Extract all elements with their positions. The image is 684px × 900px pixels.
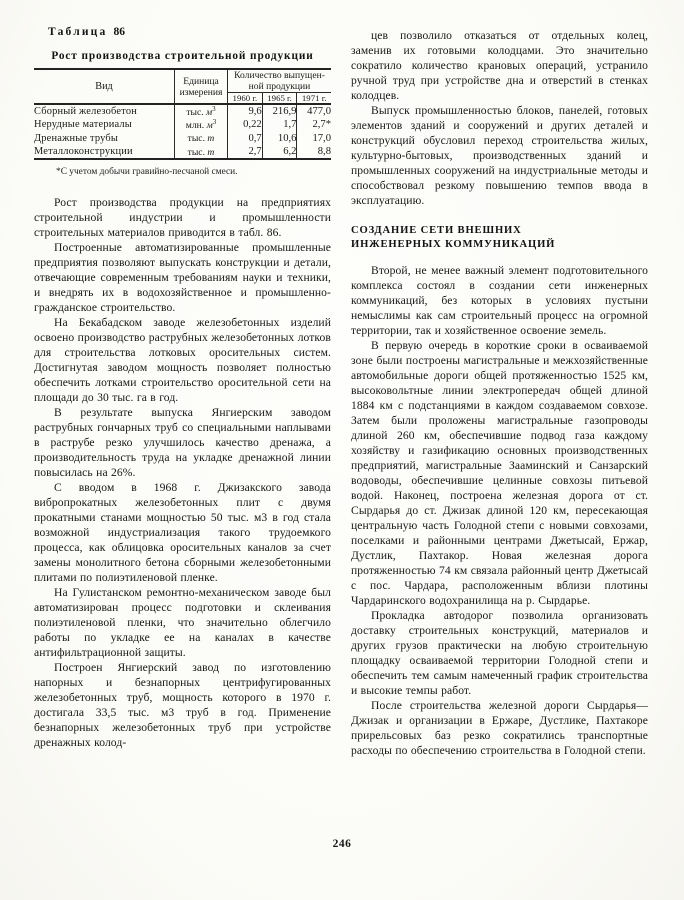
paragraph: В результате выпуска Янгиерским заводом раструбных гончарных труб со специальными наплывами в раструбе резко улучшилось качество дренажа, а производительность труда на укладке дренажной линии повысилась на 26%.: [34, 405, 331, 479]
paragraph: На Гулистанском ремонтно-механическом заводе был автоматизирован процесс подготовки и склеивания полиэтиленовой пленки, что значительно облегчило работы по укладке ее на каналах в качестве антифильтрационной защиты.: [34, 585, 331, 659]
row-value-1960: 9,6: [228, 104, 263, 118]
row-name: Металлоконструкции: [34, 145, 133, 157]
table-header-row-1: [34, 69, 331, 93]
table-title: Рост производства строительной продукции: [51, 50, 314, 62]
row-name: Нерудные материалы: [34, 119, 132, 131]
row-name: Дренажные трубы: [34, 132, 119, 144]
paragraph: Второй, не менее важный элемент подготовительного комплекса состоял в создании сети инженерных коммуникаций, без которых в условиях пустыни немыслимы как сам строительный процесс на огромной территории, так и хозяйственное освоение земель.: [351, 263, 648, 337]
paragraph: Построенные автоматизированные промышленные предприятия позволяют выпускать конструкции и детали, отвечающие современным требованиям науки и техники, и внедрять их в водохозяйственное и промышленно-гражданское строительство.: [34, 240, 331, 314]
paragraph: В первую очередь в короткие сроки в осваиваемой зоне были построены магистральные и межхозяйственные автомобильные дороги общей протяженностью 1525 км, высоковольтные линии электропередач общей длиной 1884 км с подстанциями в каждом создаваемом совхозе. Затем были проложены магистральные газопроводы длиной 260 км, обеспечившие подвод газа каждому хозяйству и газификацию основных производственных предприятий, магистральные Зааминский и Санзарский водоводы, обеспечившие целинные совхозы питьевой водой. Наконец, построена железная дорога от ст. Сырдарья до ст. Джизак длиной 120 км, пересекающая центральную часть Голодной степи с новыми совхозами, поселками и районными центрами Джетысай, Ержар, Дустлик, Пахтакор. Новая железная дорога протяженностью 74 км связала районный центр Джетысай с пос. Чардара, расположенным вблизи плотины Чардаринского водохранилища на р. Сырдарье.: [351, 338, 648, 607]
table-bottom-rule-row: [34, 159, 331, 160]
table-label: Таблица: [48, 26, 108, 38]
row-value-1971: 477,0: [297, 104, 331, 118]
row-unit-prefix: тыс.: [187, 146, 208, 158]
right-column: [351, 26, 648, 758]
row-unit-exponent: 3: [212, 118, 217, 127]
row-value-1965: 1,7: [262, 118, 297, 131]
table-number: 86: [113, 26, 125, 38]
paragraph: Рост производства продукции на предприятиях строительной индустрии и промышленности строительных материалов приводится в табл. 86.: [34, 195, 331, 239]
production-table: [34, 68, 331, 160]
row-unit-symbol: м: [206, 107, 213, 119]
table-row: [34, 104, 331, 118]
header-quantity: [228, 69, 332, 93]
row-unit-symbol: м: [206, 120, 213, 132]
row-unit: [175, 104, 228, 118]
row-unit: [175, 145, 228, 159]
paragraph: Построен Янгиерский завод по изготовлению напорных и безнапорных центрифугированных железобетонных труб, мощность которого в 1970 г. достигала 33,5 тыс. м3 труб в год. Применение безнапорных железобетонных труб при устройстве дренажных колод-: [34, 660, 331, 749]
table-block: [34, 26, 331, 177]
header-year-1965: 1965 г.: [262, 93, 297, 105]
header-quantity-line2: ной продукции: [248, 81, 311, 93]
row-name: Сборный железобетон: [34, 104, 175, 118]
paragraph: С вводом в 1968 г. Джизакского завода вибропрокатных железобетонных плит с двумя прокатными станами мощностью 50 тыс. м3 в год стала возможной индустриализация такого трудоемкого процесса, как облицовка оросительных каналов за счет замены монолитного бетона сборными железобетонными плитами по полиэтиленовой пленке.: [34, 480, 331, 584]
row-value-1971: 8,8: [297, 145, 331, 159]
row-value-1960: 2,7: [228, 145, 263, 159]
row-unit-prefix: млн.: [185, 120, 207, 132]
row-value-1965: 10,6: [262, 131, 297, 144]
page-number: 246: [332, 838, 352, 850]
table-row: [34, 118, 331, 131]
table-footnote: *С учетом добычи гравийно-песчаной смеси.: [56, 166, 238, 177]
table-bottom-rule: [34, 159, 331, 160]
paragraph: Прокладка автодорог позволила организовать доставку строительных конструкций, материалов и других грузов практически на любую строительную площадку осваиваемой территории Голодной степи и обеспечить тем самым намеченный график строительства и высокие темпы работ.: [351, 608, 648, 697]
row-unit: [175, 118, 228, 131]
header-unit-line2: измерения: [179, 86, 223, 98]
row-unit-prefix: тыс.: [186, 107, 207, 119]
section-heading: [351, 224, 648, 252]
page-columns: [34, 26, 650, 758]
row-value-1965: 216,9: [262, 104, 297, 118]
header-quantity-line1: Количество выпущен-: [234, 70, 325, 81]
row-unit-symbol: т: [207, 146, 215, 158]
row-unit: [175, 131, 228, 144]
row-value-1965: 6,2: [262, 145, 297, 159]
header-year-1960: 1960 г.: [228, 93, 263, 105]
header-year-1971: 1971 г.: [297, 93, 331, 105]
header-unit-line1: Единица: [183, 75, 219, 87]
paragraph: цев позволило отказаться от отдельных колец, заменив их готовыми колодцами. Это значительно сократило количество крановых операций, устранило ручной труд при устройстве дна и отверстий в стенках колодцев.: [351, 29, 648, 102]
left-column: [34, 26, 331, 750]
row-unit-prefix: тыс.: [187, 133, 208, 145]
row-value-1960: 0,22: [228, 118, 263, 131]
table-caption-number: [48, 26, 331, 38]
header-unit: [175, 69, 228, 104]
table-row: [34, 145, 331, 159]
row-value-1960: 0,7: [228, 131, 263, 144]
section-heading-line2: ИНЖЕНЕРНЫХ КОММУНИКАЦИЙ: [351, 238, 556, 250]
table-row: [34, 131, 331, 144]
paragraph: После строительства железной дороги Сырдарья—Джизак и организации в Ержаре, Дустлике, Пахтакоре прирельсовых баз резко сократились транспортные расходы по обеспечению строительства в Голодной степи.: [351, 698, 648, 757]
row-value-1971: 17,0: [297, 131, 331, 144]
paragraph: Выпуск промышленностью блоков, панелей, готовых элементов зданий и сооружений и других деталей и конструкций обусловил переход строительства жилых, культурно-бытовых, производственных зданий и промышленных сооружений на индустриальные методы и способствовал резкому повышению темпов ввода в эксплуатацию.: [351, 104, 648, 207]
row-unit-exponent: 3: [212, 105, 216, 114]
paragraph: На Бекабадском заводе железобетонных изделий освоено производство раструбных железобетонных лотков для строительства лотковых оросительных систем. Достигнутая заводом мощность позволяет полностью обеспечить лотками строительство оросительной сети на площади до 30 тыс. га в год.: [34, 315, 331, 404]
row-value-1971: 2,7*: [297, 118, 331, 131]
header-kind: Вид: [34, 69, 175, 104]
row-unit-symbol: т: [207, 133, 215, 145]
section-heading-line1: СОЗДАНИЕ СЕТИ ВНЕШНИХ: [351, 225, 522, 236]
